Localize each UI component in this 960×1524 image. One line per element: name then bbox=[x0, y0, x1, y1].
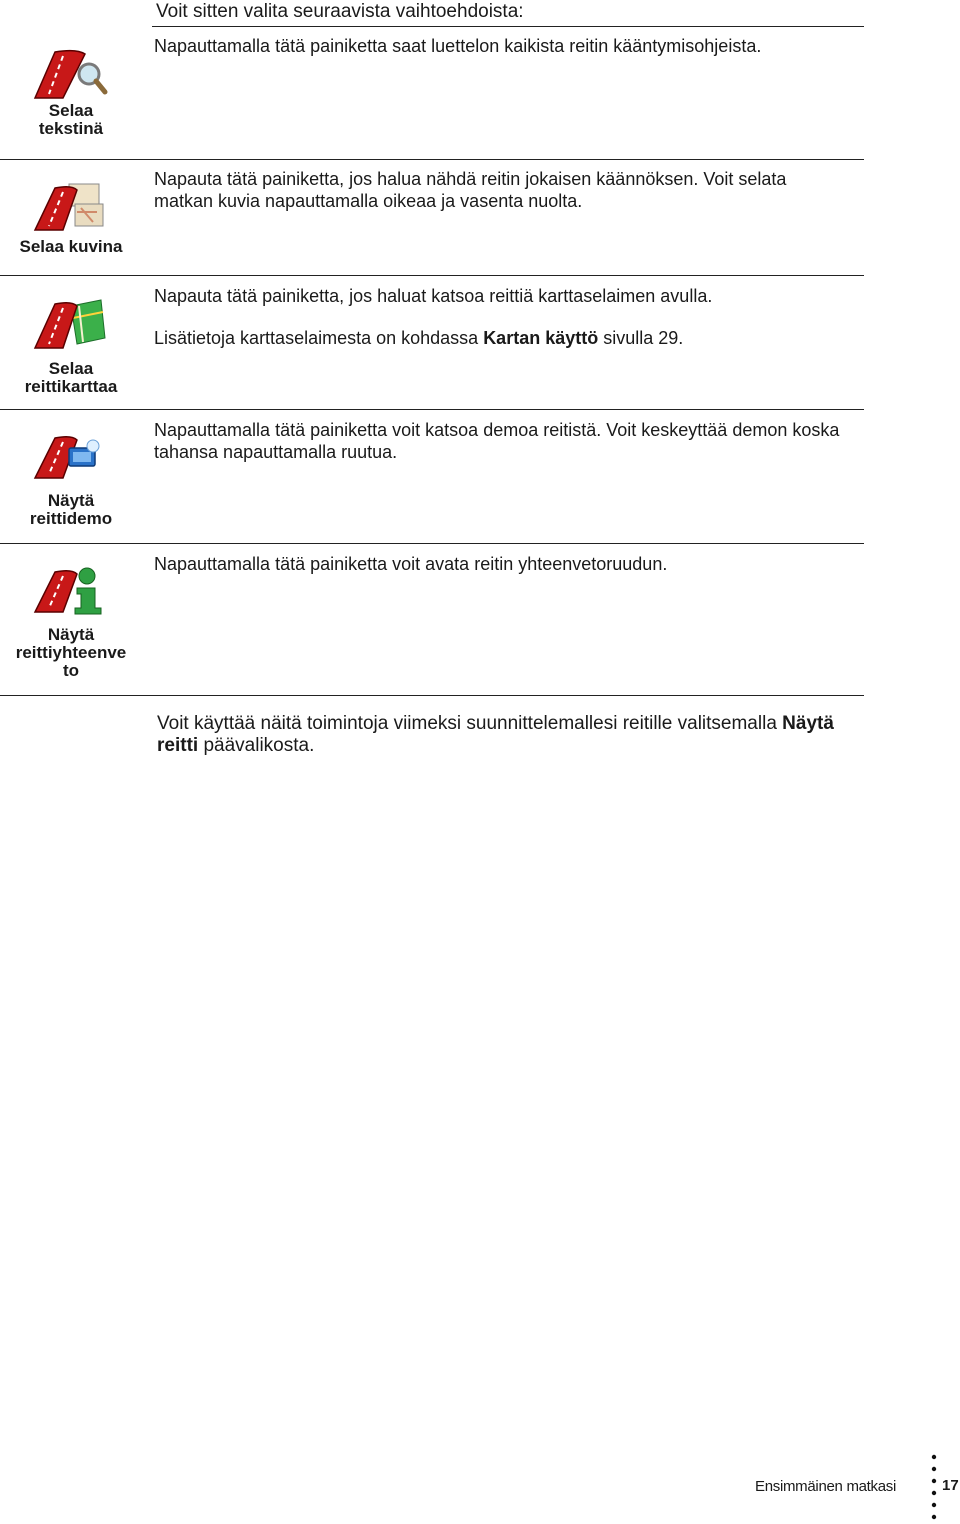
button-label-line: Näytä bbox=[47, 625, 95, 644]
browse-as-images-button[interactable] bbox=[0, 182, 142, 256]
button-label-line: Selaa bbox=[48, 101, 94, 120]
page-number: 17 bbox=[942, 1477, 959, 1494]
button-label-line: tekstinä bbox=[38, 119, 104, 138]
option-description: Napauttamalla tätä painiketta voit katsoa demoa reitistä. Voit keskeyttää demon koska tahansa napauttamalla ruutua. bbox=[154, 420, 840, 462]
route-search-icon bbox=[33, 48, 109, 100]
button-label-line: reittiyhteenve bbox=[15, 643, 127, 662]
button-label-line: to bbox=[62, 661, 80, 680]
option-description: Napauta tätä painiketta, jos haluat katsoa reittiä karttaselaimen avulla. bbox=[154, 286, 713, 306]
show-route-demo-button[interactable] bbox=[0, 434, 142, 528]
browse-as-text-button[interactable] bbox=[0, 48, 142, 138]
option-description: Napauttamalla tätä painiketta voit avata reitin yhteenvetoruudun. bbox=[154, 554, 668, 574]
row-divider bbox=[0, 695, 864, 696]
route-summary-icon bbox=[33, 566, 109, 616]
route-images-icon bbox=[33, 182, 109, 232]
menu-reference: Näytä reitti bbox=[157, 713, 834, 756]
row-divider bbox=[0, 409, 864, 410]
button-label-line: reittidemo bbox=[29, 509, 113, 528]
closing-paragraph: Voit käyttää näitä toimintoja viimeksi suunnittelemallesi reitille valitsemalla Näytä reitti päävalikosta. bbox=[157, 713, 834, 756]
row-divider bbox=[152, 26, 864, 27]
option-note: Lisätietoja karttaselaimesta on kohdassa Kartan käyttö sivulla 29. bbox=[154, 328, 684, 348]
route-map-icon bbox=[33, 298, 109, 350]
button-label-line: Näytä bbox=[47, 491, 95, 510]
intro-text: Voit sitten valita seuraavista vaihtoehdoista: bbox=[156, 1, 524, 22]
button-label-line: reittikarttaa bbox=[24, 377, 118, 396]
option-description: Napauttamalla tätä painiketta saat luettelon kaikista reitin kääntymisohjeista. bbox=[154, 36, 762, 56]
row-divider bbox=[0, 543, 864, 544]
route-demo-icon bbox=[33, 434, 109, 482]
button-label-line: Selaa kuvina bbox=[19, 237, 123, 256]
button-label-line: Selaa bbox=[48, 359, 94, 378]
footer-dot-divider bbox=[930, 1453, 938, 1523]
cross-reference: Kartan käyttö bbox=[483, 328, 599, 348]
row-divider bbox=[0, 159, 864, 160]
browse-route-map-button[interactable] bbox=[0, 298, 142, 396]
show-route-summary-button[interactable] bbox=[0, 566, 142, 680]
option-description: Napauta tätä painiketta, jos halua nähdä reitin jokaisen käännöksen. Voit selata matkan kuvia napauttamalla oikeaa ja vasenta nuolta. bbox=[154, 169, 787, 211]
footer-chapter-title: Ensimmäinen matkasi bbox=[755, 1478, 897, 1495]
row-divider bbox=[0, 275, 864, 276]
